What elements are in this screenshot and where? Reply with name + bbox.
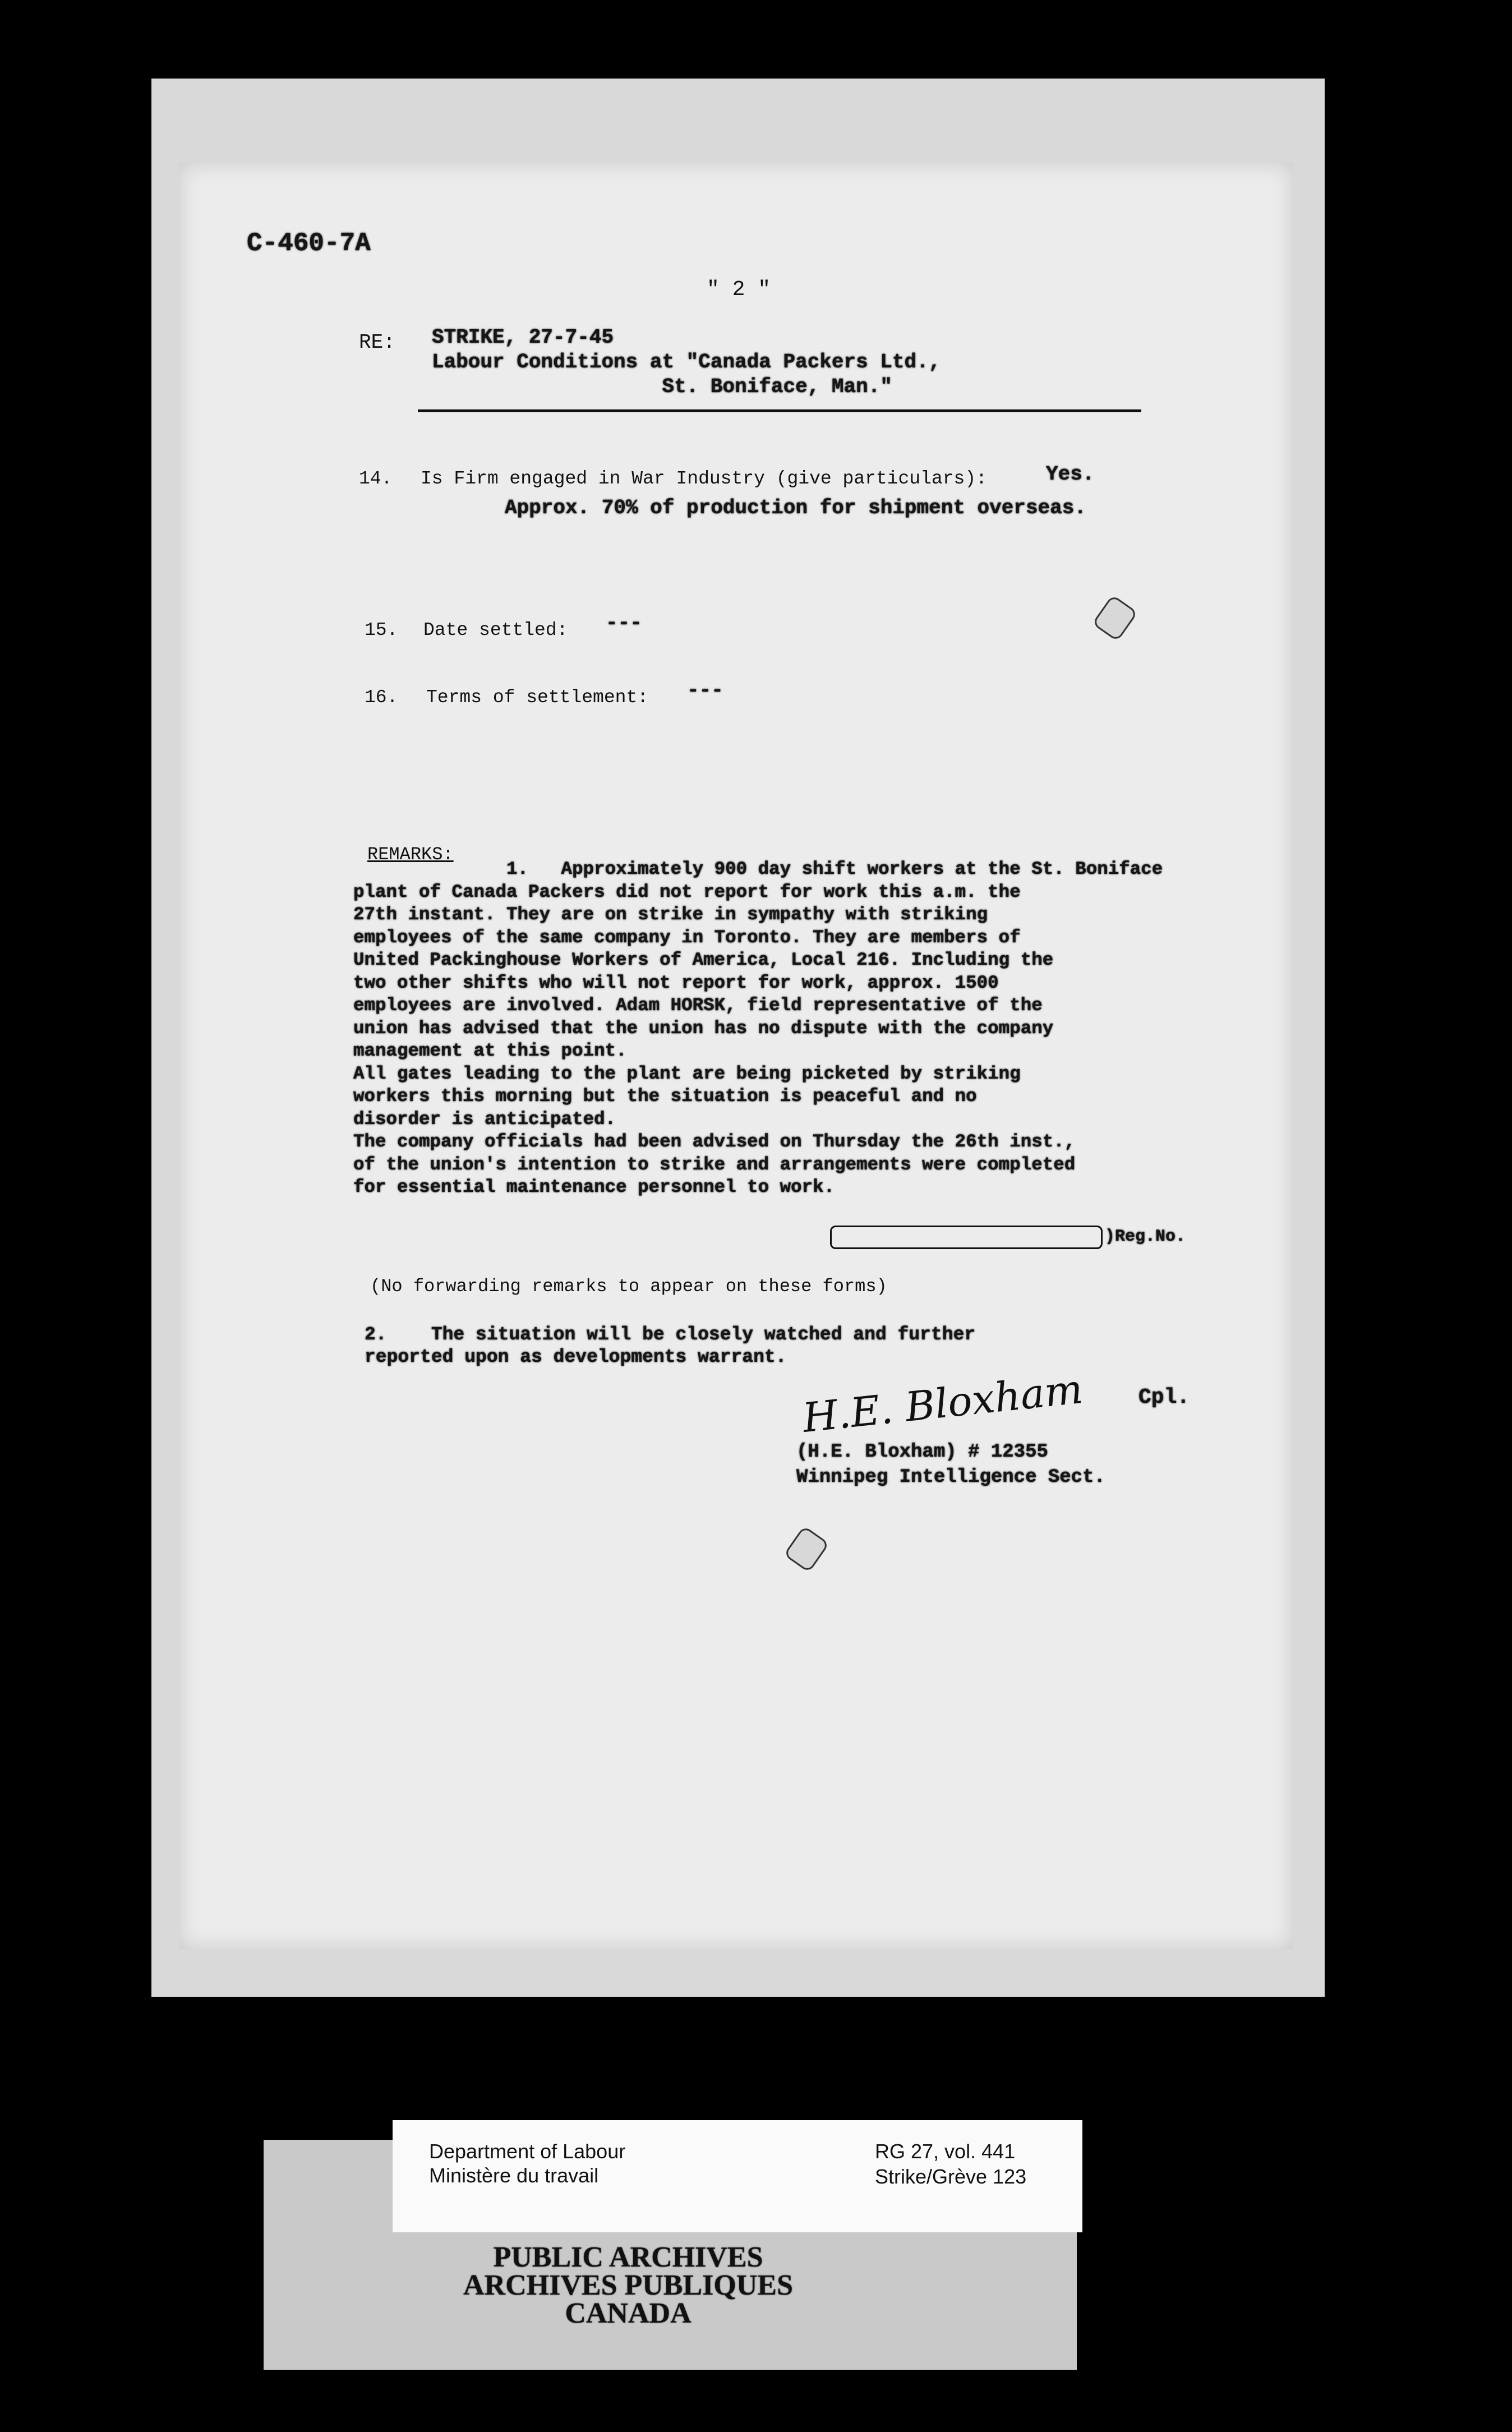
reg-no-label: )Reg.No. xyxy=(1105,1227,1186,1246)
department-en: Department of Labour xyxy=(429,2140,626,2163)
signer-name: (H.E. Bloxham) # 12355 xyxy=(796,1441,1048,1463)
archive-stamp-line: CANADA xyxy=(565,2297,692,2329)
archive-stamp-line: PUBLIC ARCHIVES xyxy=(493,2241,763,2273)
answer-text: --- xyxy=(606,611,642,634)
archive-label-card xyxy=(393,2120,1082,2232)
signature: H.E. Bloxham xyxy=(800,1365,1085,1441)
remarks-body: 1. Approximately 900 day shift workers at the St. Boniface plant of Canada Packers did not report for work this a.m. the 27th instant. They are on strike in sympathy with striking employees of the same company in Toronto. They are members of United Packinghouse Workers of America, Local 216. Including the two other shifts who will not report for work, approx. 1500 employees are involved. Adam HORSK, field representative of the union has advised that the union has no dispute with the company management at this point. All gates leading to the plant are being picketed by striking workers this morning but the situation is peaceful and no disorder is anticipated. The company officials had been advised on Thursday the 26th inst., of the union's intention to strike and arrangements were completed for essential maintenance personnel to work. xyxy=(353,859,1163,1197)
question-text: Is Firm engaged in War Industry (give particulars): xyxy=(421,468,987,489)
strike-number: Strike/Grève 123 xyxy=(875,2165,1027,2188)
answer-detail: Approx. 70% of production for shipment overseas. xyxy=(505,496,1086,519)
re-line: St. Boniface, Man." xyxy=(432,375,892,398)
question-text: Date settled: xyxy=(423,620,568,641)
form-code: C-460-7A xyxy=(247,229,371,258)
reg-no-box xyxy=(830,1226,1103,1249)
re-line: Labour Conditions at "Canada Packers Ltd., xyxy=(432,351,941,374)
re-line: STRIKE, 27-7-45 xyxy=(432,326,614,349)
signer-unit: Winnipeg Intelligence Sect. xyxy=(796,1467,1105,1488)
punch-mark xyxy=(783,1526,830,1573)
remarks-label: REMARKS: xyxy=(367,844,454,865)
paragraph-2: 2. The situation will be closely watched and further reported upon as developments warrant. xyxy=(365,1324,976,1367)
question-number: 15. xyxy=(365,620,398,641)
divider-rule xyxy=(418,409,1141,412)
question-number: 16. xyxy=(365,687,398,708)
department-fr: Ministère du travail xyxy=(429,2164,599,2187)
archive-stamp-line: ARCHIVES PUBLIQUES xyxy=(463,2269,794,2301)
question-text: Terms of settlement: xyxy=(426,687,649,708)
page-number: " 2 " xyxy=(707,278,771,302)
forwarding-note: (No forwarding remarks to appear on these forms) xyxy=(370,1276,887,1297)
rank: Cpl. xyxy=(1138,1385,1190,1410)
re-subject xyxy=(432,325,941,399)
re-label: RE: xyxy=(359,331,395,354)
record-group: RG 27, vol. 441 xyxy=(875,2140,1016,2163)
question-number: 14. xyxy=(359,468,393,489)
punch-mark xyxy=(1092,595,1138,642)
answer-text: --- xyxy=(687,679,723,702)
document-page xyxy=(179,163,1293,1949)
answer-text: Yes. xyxy=(1046,463,1095,486)
